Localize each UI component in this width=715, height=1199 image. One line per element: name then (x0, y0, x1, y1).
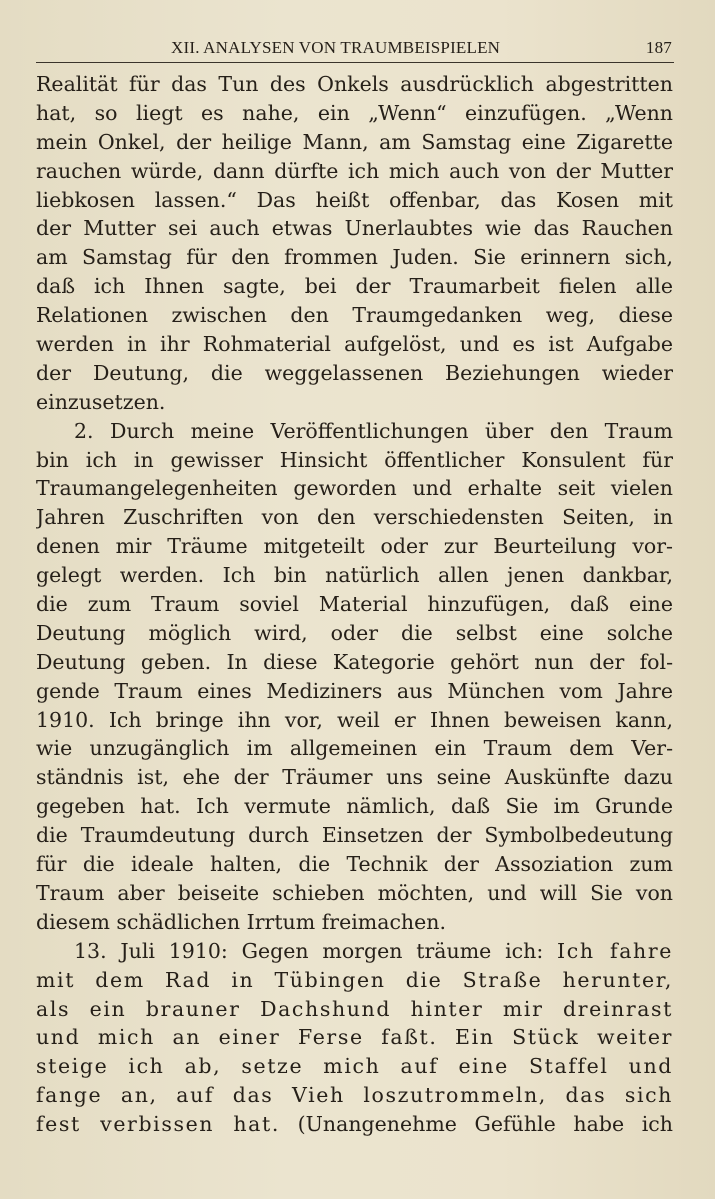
text-line: Realität für das Tun des Onkels ausdrücklich abgestritten (36, 72, 673, 96)
text-line: bin ich in gewisser Hinsicht öffentlicher Konsulent für (36, 447, 673, 472)
dream-text: und mich an einer Ferse faßt. Ein Stück weiter (36, 1025, 673, 1050)
text-line: 1910. Ich bringe ihn vor, weil er Ihnen beweisen kann, (36, 707, 673, 732)
dream-date-lead: 13. Juli 1910: Gegen morgen träume ich: (74, 938, 544, 963)
text-line: wie unzugänglich im allgemeinen ein Traum dem Ver- (36, 736, 673, 761)
dream-text: fest verbissen hat. (36, 1112, 280, 1137)
text-line: am Samstag für den frommen Juden. Sie erinnern sich, (36, 245, 673, 270)
text-line: hat, so liegt es nahe, ein „Wenn“ einzufügen. „Wenn (36, 100, 673, 125)
closing-fragment: (Unangenehme Gefühle habe ich (297, 1112, 673, 1137)
text-line: Traumangelegenheiten geworden und erhalte seit vielen (36, 476, 673, 501)
text-line: liebkosen lassen.“ Das heißt offenbar, das Kosen mit (36, 187, 673, 212)
text-line: die zum Traum soviel Material hinzufügen, daß eine (36, 592, 673, 617)
text-line: einzusetzen. (36, 389, 166, 414)
running-title: XII. ANALYSEN VON TRAUMBEISPIELEN (171, 38, 501, 57)
dream-text: fange an, auf das Vieh loszutrommeln, das sich (36, 1083, 673, 1108)
dream-first-line (36, 937, 673, 966)
text-line: Traum aber beiseite schieben möchten, und will Sie von (36, 880, 673, 905)
text-line: ständnis ist, ehe der Träumer uns seine Auskünfte dazu (36, 765, 673, 790)
text-line: daß ich Ihnen sagte, bei der Traumarbeit fielen alle (36, 274, 673, 299)
text-line: Deutung möglich wird, oder die selbst eine solche (36, 620, 673, 645)
text-line: gelegt werden. Ich bin natürlich allen jenen dankbar, (36, 563, 673, 588)
text-line: rauchen würde, dann dürfte ich mich auch von der Mutter (36, 158, 673, 183)
dream-last-line (36, 1110, 673, 1139)
text-line: gende Traum eines Mediziners aus München vom Jahre (36, 678, 673, 703)
header-rule (36, 62, 674, 63)
text-line: für die ideale halten, die Technik der Assoziation zum (36, 852, 673, 877)
text-line: gegeben hat. Ich vermute nämlich, daß Sie im Grunde (36, 794, 673, 819)
dream-text: steige ich ab, setze mich auf eine Staffel und (36, 1054, 673, 1079)
text-line: werden in ihr Rohmaterial aufgelöst, und es ist Aufgabe (36, 332, 673, 357)
text-line: diesem schädlichen Irrtum freimachen. (36, 909, 446, 934)
dream-text: als ein brauner Dachshund hinter mir dreinrast (36, 996, 673, 1021)
text-line: Jahren Zuschriften von den verschiedensten Seiten, in (36, 505, 673, 530)
body-text (36, 70, 673, 1139)
text-line: die Traumdeutung durch Einsetzen der Symbolbedeutung (36, 823, 673, 848)
running-head (36, 38, 672, 60)
dream-text: mit dem Rad in Tübingen die Straße herunter, (36, 967, 673, 992)
text-line: Relationen zwischen den Traumgedanken weg, diese (36, 303, 673, 328)
dream-text: Ich fahre (557, 938, 673, 963)
text-line: denen mir Träume mitgeteilt oder zur Beurteilung vor- (36, 534, 673, 559)
text-line: Deutung geben. In diese Kategorie gehört nun der fol- (36, 649, 673, 674)
text-line: der Mutter sei auch etwas Unerlaubtes wie das Rauchen (36, 216, 673, 241)
page-number: 187 (645, 38, 672, 57)
text-line: 2. Durch meine Veröffentlichungen über den Traum (74, 418, 673, 443)
text-line: der Deutung, die weggelassenen Beziehungen wieder (36, 360, 673, 385)
text-line: mein Onkel, der heilige Mann, am Samstag eine Zigarette (36, 129, 673, 154)
